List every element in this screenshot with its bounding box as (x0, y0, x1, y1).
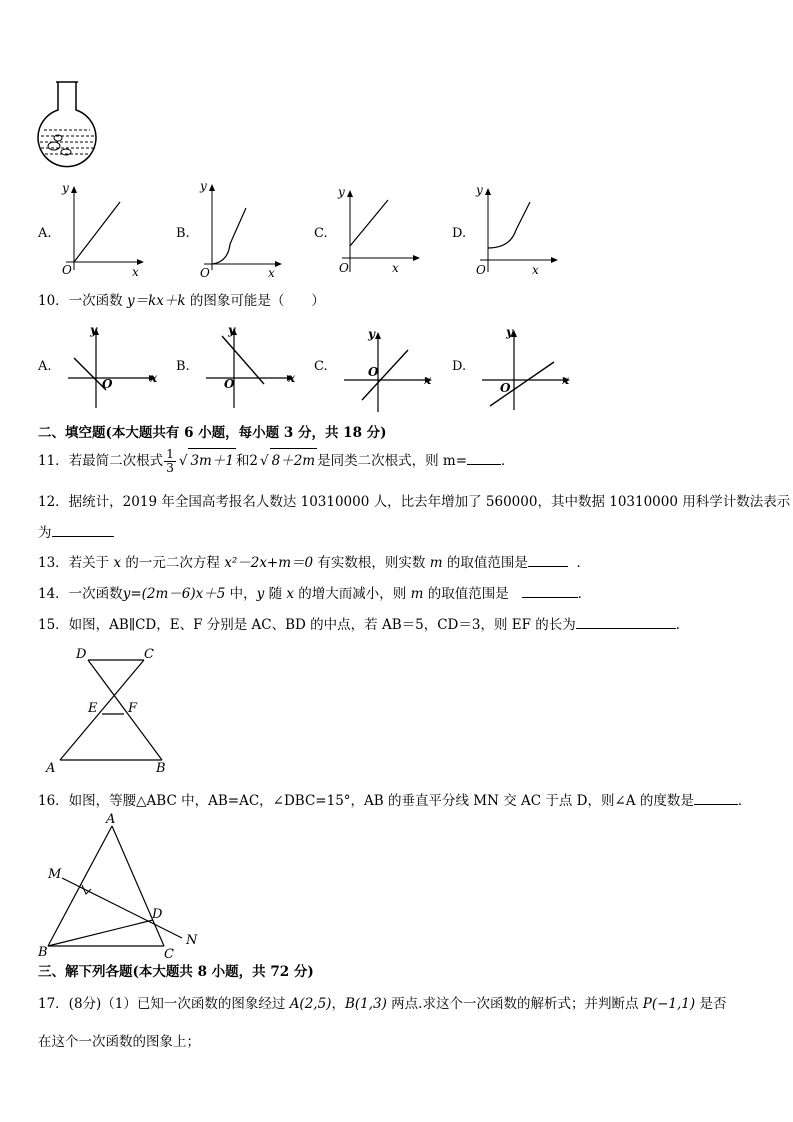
graph-q10-d (476, 324, 586, 414)
graph-option-a (60, 180, 150, 280)
point-c-label: C (164, 947, 174, 960)
option-c-label: C. (314, 359, 328, 374)
y-axis-label: y (228, 323, 235, 337)
origin-label: O (224, 377, 235, 391)
question-11: 11．若最简二次根式 $\frac{1}{3}$ √ 3m＋1 和2 √ 8＋2m 是同类二次根式，则 m= ． (38, 447, 515, 475)
section-3-heading: 三、解下列各题(本大题共 8 小题，共 72 分) (38, 964, 314, 980)
option-a-label: A. (38, 226, 52, 241)
origin-label: O (476, 263, 486, 277)
x-axis-label: x (268, 266, 275, 280)
x-axis-label: x (532, 263, 539, 277)
point-c-label: C (144, 647, 154, 662)
option-d-label: D. (452, 226, 467, 241)
option-c-label: C. (314, 226, 328, 241)
flask-illustration (36, 80, 106, 172)
option-d-label: D. (452, 359, 467, 374)
question-10: 10．一次函数 y＝kx＋k 的图象可能是（ ） (38, 293, 325, 309)
y-axis-label: y (338, 185, 345, 199)
origin-label: O (368, 365, 379, 379)
point-b-label: B (38, 945, 48, 960)
question-15: 15．如图，AB∥CD，E、F 分别是 AC、BD 的中点，若 AB＝5，CD＝3，则 EF 的长为 ． (38, 613, 689, 633)
question-17-line-1: 17．(8分)（1）已知一次函数的图象经过 A(2,5)，B(1,3) 两点.求这个一次函数的解析式；并判断点 P(−1,1) 是否 (38, 996, 727, 1012)
point-a-label: A (106, 812, 116, 827)
point-a-label: A (46, 761, 56, 776)
origin-label: O (339, 261, 349, 275)
graph-option-d (474, 182, 564, 280)
graph-option-c (336, 184, 426, 280)
question-13: 13．若关于 x 的一元二次方程 x²－2x+m＝0 有实数根，则实数 m 的取值范围是 ． (38, 551, 590, 571)
y-axis-label: y (506, 325, 513, 339)
origin-label: O (62, 263, 72, 277)
question-12-line-2: 为 (38, 521, 114, 541)
y-axis-label: y (368, 327, 375, 341)
option-b-label: B. (176, 226, 190, 241)
question-16: 16．如图，等腰△ABC 中，AB=AC，∠DBC=15°，AB 的垂直平分线 MN 交 AC 于点 D，则∠A 的度数是 ． (38, 789, 751, 809)
origin-label: O (500, 381, 511, 395)
option-a-label: A. (38, 359, 52, 374)
question-17-line-2: 在这个一次函数的图象上； (38, 1034, 200, 1050)
point-f-label: F (128, 701, 138, 716)
y-axis-label: y (62, 181, 69, 195)
x-axis-label: x (392, 261, 399, 275)
section-2-heading: 二、填空题(本大题共有 6 小题，每小题 3 分，共 18 分) (38, 425, 387, 441)
figure-15-trapezoid (40, 644, 180, 776)
x-axis-label: x (424, 373, 432, 387)
point-b-label: B (156, 761, 166, 776)
point-d-label: D (152, 907, 163, 922)
x-axis-label: x (562, 373, 570, 387)
option-b-label: B. (176, 359, 190, 374)
y-axis-label: y (476, 183, 483, 197)
question-12-line-1: 12．据统计，2019 年全国高考报名人数达 10310000 人，比去年增加了 560000，其中数据 10310000 用科学计数法表示 (38, 494, 791, 510)
graph-q10-a (62, 322, 172, 412)
point-n-label: N (186, 933, 198, 948)
point-e-label: E (88, 701, 98, 716)
y-axis-label: y (200, 179, 207, 193)
x-axis-label: x (288, 371, 296, 385)
y-axis-label: y (90, 323, 97, 337)
figure-16-triangle (34, 812, 204, 960)
graph-option-b (198, 178, 288, 280)
point-d-label: D (76, 647, 87, 662)
origin-label: O (200, 266, 210, 280)
x-axis-label: x (150, 371, 158, 385)
question-14: 14．一次函数y=(2m－6)x＋5 中，y 随 x 的增大而减小，则 m 的取值范围是 ． (38, 582, 591, 602)
x-axis-label: x (132, 265, 139, 279)
graph-q10-c (338, 326, 448, 416)
point-m-label: M (48, 867, 62, 882)
graph-q10-b (200, 322, 310, 412)
origin-label: O (102, 377, 113, 391)
